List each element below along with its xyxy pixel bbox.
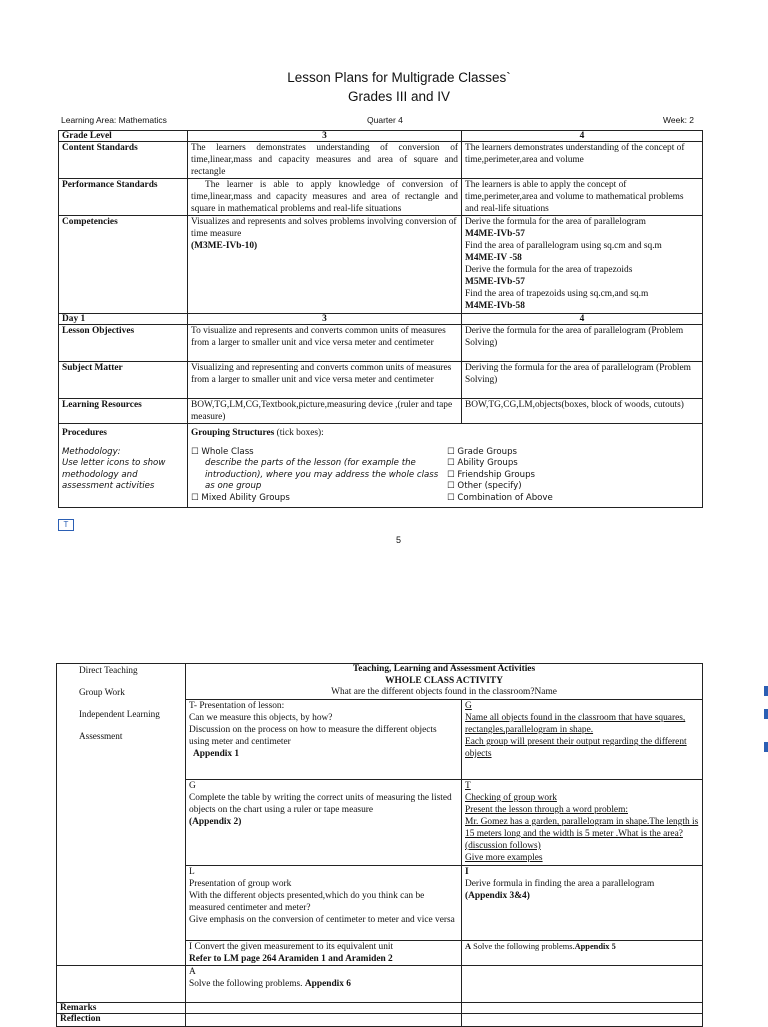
mixed-ability-checkbox[interactable]: ☐ Mixed Ability Groups bbox=[191, 492, 290, 503]
remarks-grade-3 bbox=[186, 1003, 462, 1014]
legend-independent-learning: Independent Learning bbox=[79, 709, 160, 719]
t-marker-icon: T bbox=[58, 519, 74, 531]
subject-matter-grade-4: Deriving the formula for the area of parallelogram (Problem Solving) bbox=[462, 362, 703, 399]
content-standards-grade-3: The learners demonstrates understanding of conversion of time,linear,mass and capacity measures and area of square and rectangle bbox=[188, 142, 462, 179]
activity-grade-3-cell bbox=[186, 941, 462, 966]
procedures-label: Procedures bbox=[62, 428, 107, 438]
activity-line: Can we measure this objects, by how? bbox=[189, 713, 333, 723]
method-letter: G bbox=[465, 701, 472, 711]
competencies-row bbox=[59, 216, 703, 314]
content-standards-label: Content Standards bbox=[59, 142, 188, 179]
lesson-objectives-label: Lesson Objectives bbox=[59, 325, 188, 362]
margin-marker-icon bbox=[764, 742, 768, 752]
learning-area: Learning Area: Mathematics bbox=[61, 115, 167, 125]
legend-direct-teaching: Direct Teaching bbox=[79, 665, 138, 675]
tla-header: Teaching, Learning and Assessment Activities bbox=[352, 664, 536, 674]
grade-3-header: 3 bbox=[188, 131, 462, 142]
day-label: Day 1 bbox=[59, 314, 188, 325]
activity-row-5 bbox=[57, 966, 703, 1003]
activity-line: Present the lesson through a word problem: bbox=[465, 805, 628, 815]
performance-standards-grade-3: The learner is able to apply knowledge of conversion of time,linear,mass and capacity measures and area of rectangle and square in mathematical problems and real-life situations bbox=[188, 179, 462, 216]
activity-question: What are the different objects found in the classroom?Name bbox=[331, 687, 557, 697]
grade-level-row bbox=[59, 131, 703, 142]
remarks-row bbox=[57, 1003, 703, 1014]
activity-grade-4-cell bbox=[462, 941, 703, 966]
activity-line: Name all objects found in the classroom that have squares, rectangles,parallelogram in shape. bbox=[465, 713, 686, 735]
grouping-hint: (tick boxes): bbox=[274, 428, 324, 438]
activity-line: Derive formula in finding the area a parallelogram bbox=[465, 879, 655, 889]
document-title: Lesson Plans for Multigrade Classes` bbox=[287, 70, 511, 85]
learning-resources-grade-3: BOW,TG,LM,CG,Textbook,picture,measuring device ,(ruler and tape measure) bbox=[188, 399, 462, 424]
appendix-ref: (Appendix 2) bbox=[189, 817, 242, 827]
competency-text: Derive the formula for the area of trapezoids bbox=[465, 265, 633, 275]
activities-header bbox=[186, 664, 703, 700]
competencies-label: Competencies bbox=[59, 216, 188, 314]
activity-grade-3-cell bbox=[186, 966, 462, 1003]
friendship-groups-checkbox[interactable]: ☐ Friendship Groups bbox=[447, 469, 536, 480]
competencies-grade-3 bbox=[188, 216, 462, 314]
method-letter: T bbox=[465, 781, 471, 791]
competency-text: Visualizes and represents and solves problems involving conversion of time measure bbox=[191, 217, 457, 239]
method-letter: I bbox=[465, 867, 469, 877]
grouping-label: Grouping Structures bbox=[191, 428, 275, 438]
grouping-heading bbox=[191, 427, 699, 439]
activity-grade-4-cell bbox=[462, 780, 703, 866]
reflection-row bbox=[57, 1014, 703, 1027]
combination-checkbox[interactable]: ☐ Combination of Above bbox=[447, 492, 553, 503]
content-standards-grade-4: The learners demonstrates understanding of the concept of time,perimeter,area and volume bbox=[462, 142, 703, 179]
competency-text: Derive the formula for the area of parallelogram bbox=[465, 217, 646, 227]
day-grade-3-header: 3 bbox=[188, 314, 462, 325]
appendix-ref: (Appendix 3&4) bbox=[465, 891, 530, 901]
reflection-grade-3 bbox=[186, 1014, 462, 1027]
grouping-options-right bbox=[447, 447, 553, 504]
margin-marker-icon bbox=[764, 709, 768, 719]
competency-text: Find the area of trapezoids using sq.cm,and sq.m bbox=[465, 289, 649, 299]
competencies-grade-4 bbox=[462, 216, 703, 314]
legend-assessment: Assessment bbox=[79, 731, 123, 741]
method-letter: A bbox=[465, 942, 472, 951]
appendix-ref: Refer to LM page 264 Aramiden 1 and Aramiden 2 bbox=[189, 954, 393, 964]
activity-grade-3-cell bbox=[186, 780, 462, 866]
activity-line: I Convert the given measurement to its equivalent unit bbox=[189, 942, 394, 952]
margin-marker-icon bbox=[764, 686, 768, 696]
activity-line: Solve the following problems. bbox=[471, 942, 575, 951]
performance-standards-grade-4: The learners is able to apply the concept of time,perimeter,area and volume to mathematical problems and real-life situations bbox=[462, 179, 703, 216]
content-standards-row bbox=[59, 142, 703, 179]
grouping-structures-cell bbox=[188, 424, 703, 508]
competency-code: M4ME-IVb-57 bbox=[465, 229, 525, 239]
day-grade-4-header: 4 bbox=[462, 314, 703, 325]
lesson-objectives-grade-4: Derive the formula for the area of parallelogram (Problem Solving) bbox=[462, 325, 703, 362]
activities-table bbox=[56, 663, 703, 1027]
subject-matter-grade-3: Visualizing and representing and converts common units of measures from a larger to smaller unit and vice versa meter and centimeter bbox=[188, 362, 462, 399]
grade-level-label: Grade Level bbox=[59, 131, 188, 142]
procedures-cell bbox=[59, 424, 188, 508]
activity-line: Give more examples bbox=[465, 853, 543, 863]
activity-line: Discussion on the process on how to measure the different objects using meter and centimeter bbox=[189, 725, 437, 747]
lesson-objectives-grade-3: To visualize and represents and converts common units of measures from a larger to smaller unit and vice versa meter and centimeter bbox=[188, 325, 462, 362]
lesson-objectives-row bbox=[59, 325, 703, 362]
activity-text: Solve the following problems. bbox=[189, 979, 305, 989]
whole-class-checkbox[interactable]: ☐ Whole Class bbox=[191, 447, 254, 457]
method-letter: L bbox=[189, 867, 195, 877]
performance-standards-label: Performance Standards bbox=[59, 179, 188, 216]
competency-code: M4ME-IV -58 bbox=[465, 253, 522, 263]
learning-resources-grade-4: BOW,TG,CG,LM,objects(boxes, block of woods, cutouts) bbox=[462, 399, 703, 424]
lesson-plan-table bbox=[58, 130, 703, 508]
grade-4-header: 4 bbox=[462, 131, 703, 142]
activity-grade-3-cell bbox=[186, 866, 462, 941]
whole-class-desc: describe the parts of the lesson (for example the introduction), where you may address the whole class as one group bbox=[205, 458, 439, 492]
ability-groups-checkbox[interactable]: ☐ Ability Groups bbox=[447, 458, 518, 469]
grade-groups-checkbox[interactable]: ☐ Grade Groups bbox=[447, 447, 518, 457]
remarks-label: Remarks bbox=[57, 1003, 186, 1014]
activity-grade-4-cell bbox=[462, 700, 703, 780]
method-letter: A bbox=[189, 967, 196, 977]
competency-code: (M3ME-IVb-10) bbox=[191, 241, 258, 251]
performance-standards-row bbox=[59, 179, 703, 216]
activity-grade-4-cell bbox=[462, 966, 703, 1003]
reflection-grade-4 bbox=[462, 1014, 703, 1027]
learning-resources-row bbox=[59, 399, 703, 424]
day-row bbox=[59, 314, 703, 325]
learning-resources-label: Learning Resources bbox=[59, 399, 188, 424]
subject-matter-row bbox=[59, 362, 703, 399]
reflection-label: Reflection bbox=[57, 1014, 186, 1027]
quarter: Quarter 4 bbox=[367, 115, 403, 125]
grouping-options bbox=[191, 447, 699, 504]
methodology-desc: Use letter icons to show methodology and assessment activities bbox=[62, 458, 166, 492]
activities-header-row bbox=[57, 664, 703, 700]
subject-matter-label: Subject Matter bbox=[59, 362, 188, 399]
document-subtitle: Grades III and IV bbox=[347, 89, 451, 104]
competency-code: M5ME-IVb-57 bbox=[465, 277, 525, 287]
procedures-row bbox=[59, 424, 703, 508]
methodology-legend bbox=[57, 664, 186, 966]
activity-line: Each group will present their output regarding the different objects bbox=[465, 737, 687, 759]
page-number: 5 bbox=[396, 535, 402, 545]
activity-line bbox=[189, 978, 458, 990]
activity-line: Complete the table by writing the correct units of measuring the listed objects on the chart using a ruler or tape measure bbox=[189, 793, 452, 815]
other-checkbox[interactable]: ☐ Other (specify) bbox=[447, 481, 522, 492]
legend-group-work: Group Work bbox=[79, 687, 125, 697]
grouping-options-left bbox=[191, 447, 447, 504]
activity-grade-4-cell bbox=[462, 866, 703, 941]
activity-line: Presentation of group work bbox=[189, 879, 292, 889]
activity-line: With the different objects presented,which do you think can be measured centimeter and meter? bbox=[189, 891, 425, 913]
competency-text: Find the area of parallelogram using sq.cm and sq.m bbox=[465, 241, 662, 251]
remarks-grade-4 bbox=[462, 1003, 703, 1014]
activity-grade-3-cell bbox=[186, 700, 462, 780]
week: Week: 2 bbox=[663, 115, 695, 125]
activity-line: Give emphasis on the conversion of centimeter to meter and vice versa bbox=[189, 915, 455, 925]
activity-line: Mr. Gomez has a garden, parallelogram in shape.The length is 15 meters long and the width is 5 meter .What is the area?(discussion follows) bbox=[465, 817, 699, 851]
activity-empty-cell bbox=[57, 966, 186, 1003]
appendix-ref: Appendix 1 bbox=[193, 749, 240, 759]
whole-class-activity: WHOLE CLASS ACTIVITY bbox=[385, 675, 503, 686]
appendix-ref: Appendix 6 bbox=[304, 979, 351, 989]
methodology-label: Methodology: bbox=[62, 447, 121, 457]
competency-code: M4ME-IVb-58 bbox=[465, 301, 525, 311]
activity-line: T- Presentation of lesson: bbox=[189, 701, 285, 711]
activity-line: Checking of group work bbox=[465, 793, 557, 803]
appendix-ref: Appendix 5 bbox=[574, 942, 616, 951]
method-letter: G bbox=[189, 781, 196, 791]
